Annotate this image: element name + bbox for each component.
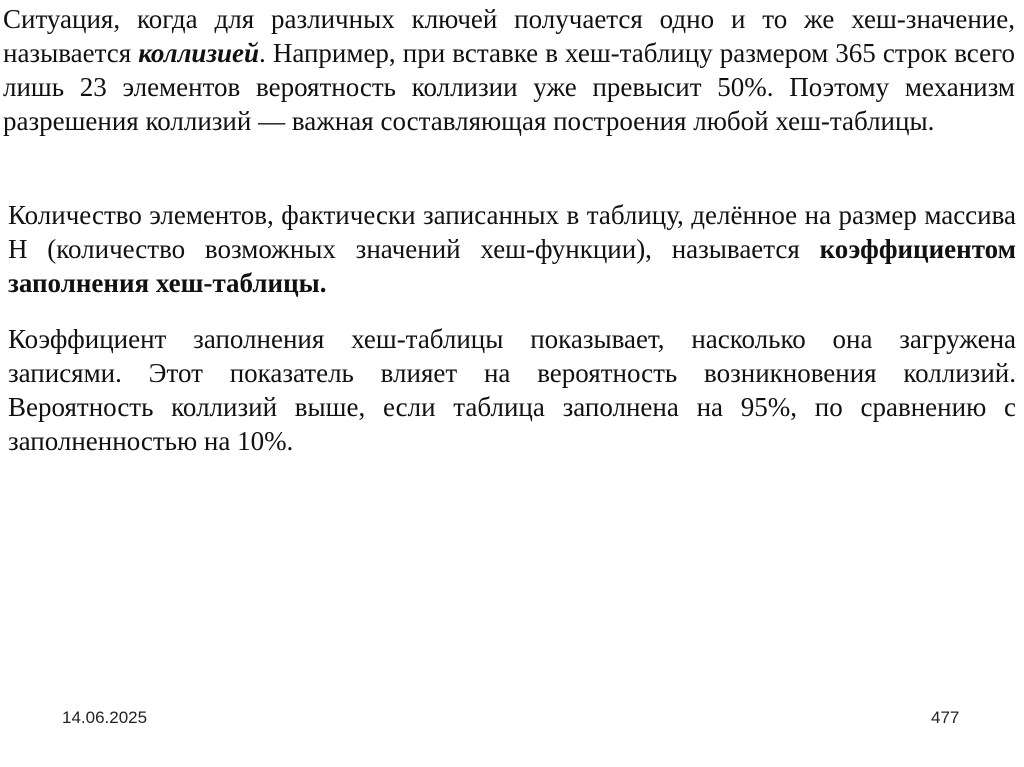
paragraph-3-text: Коэффициент заполнения хеш-таблицы показывает, насколько она загружена записями. Этот показатель влияет на вероятность возникновения коллизий. Вероятность коллизий выше, если таблица заполнена на 95%, по сравнению с заполненностью на 10%. — [8, 324, 1016, 456]
term-collision: коллизией — [138, 38, 259, 68]
paragraph-1-text-after: . Например, при вставке в хеш-таблицу размером 365 строк всего лишь 23 элементов вероятность коллизии уже превысит 50%. Поэтому механизм разрешения коллизий — важная составляющая построения любой хеш-таблицы. — [3, 38, 1015, 136]
footer-date: 14.06.2025 — [62, 708, 148, 727]
term-load-factor: коэффициентом заполнения хеш-таблицы. — [8, 234, 1016, 298]
paragraph-2-text-before: Количество элементов, фактически записанных в таблицу, делённое на размер массива H (количество возможных значений хеш-функции), называется — [8, 200, 1016, 264]
paragraph-load-factor-definition — [8, 198, 1016, 300]
page-number: 477 — [931, 708, 960, 727]
paragraph-collision-definition — [3, 2, 1015, 138]
paragraph-load-factor-effect — [8, 322, 1016, 458]
paragraph-1-text-before: Ситуация, когда для различных ключей получается одно и то же хеш-значение, называется — [3, 4, 1015, 68]
